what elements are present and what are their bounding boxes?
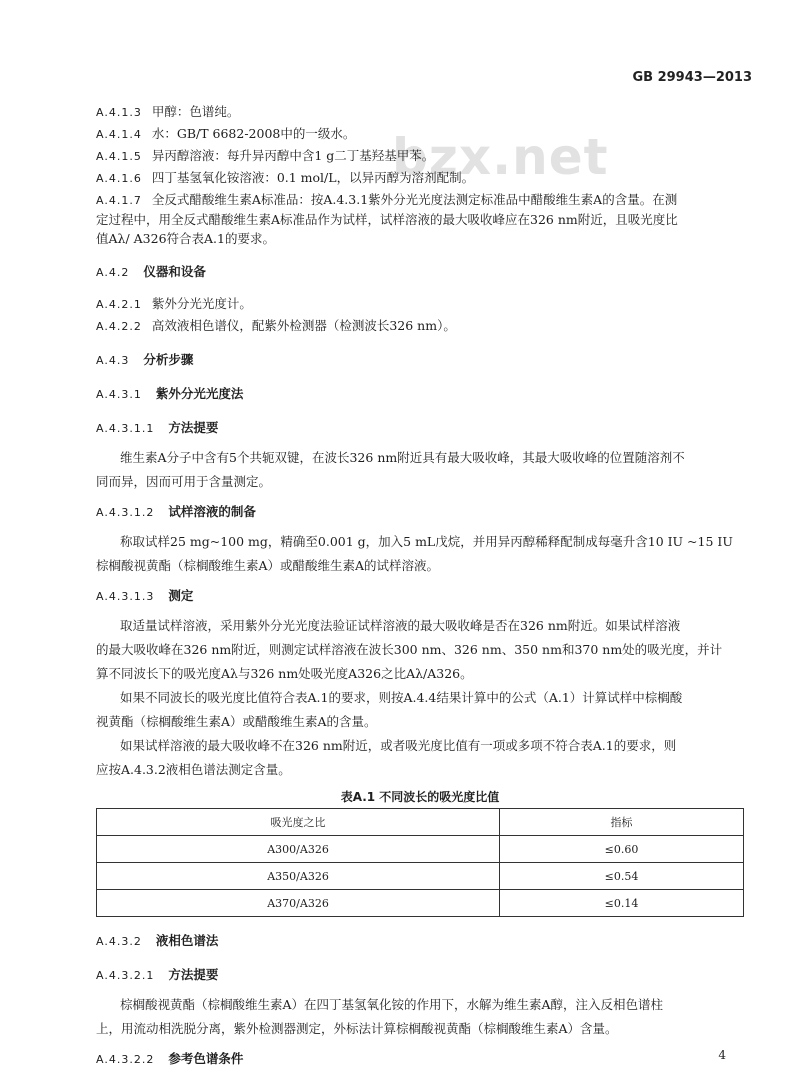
page-number: 4 [718, 1048, 726, 1062]
section-heading: A.4.3.2.1 方法提要 [96, 967, 219, 982]
list-item: A.4.2.2 高效液相色谱仪，配紫外检测器（检测波长326 nm）。 [96, 318, 456, 333]
ratio-table [96, 808, 744, 917]
section-heading: A.4.3.1 紫外分光光度法 [96, 386, 244, 401]
paragraph-line: 值Aλ/ A326符合表A.1的要求。 [96, 231, 275, 246]
paragraph: 同而异，因而可用于含量测定。 [96, 474, 272, 489]
reagent-list [96, 102, 744, 248]
list-item: A.4.1.5 异丙醇溶液：每升异丙醇中含1 g二丁基羟基甲苯。 [96, 148, 435, 163]
section-heading: A.4.3.2.2 参考色谱条件 [96, 1051, 244, 1066]
ratio-cell: A350/A326 [97, 863, 500, 890]
column-header: 指标 [500, 809, 744, 836]
paragraph: 棕榈酸视黄酯（棕榈酸维生素A）在四丁基氢氧化铵的作用下，水解为维生素A醇，注入反相色谱柱 [120, 997, 664, 1012]
list-item: A.4.1.4 水：GB/T 6682-2008中的一级水。 [96, 126, 356, 141]
paragraph: 如果不同波长的吸光度比值符合表A.1的要求，则按A.4.4结果计算中的公式（A.1）计算试样中棕榈酸 [120, 690, 683, 705]
watermark: bzx.net [392, 128, 609, 186]
paragraph: 视黄酯（棕榈酸维生素A）或醋酸维生素A的含量。 [96, 714, 377, 729]
ratio-cell: A300/A326 [97, 836, 500, 863]
ratio-cell: A370/A326 [97, 890, 500, 917]
table-title: 表A.1 不同波长的吸光度比值 [340, 790, 500, 804]
paragraph: 取适量试样溶液，采用紫外分光光度法验证试样溶液的最大吸收峰是否在326 nm附近。如果试样溶液 [120, 618, 681, 633]
limit-cell: ≤0.60 [500, 836, 744, 863]
paragraph: 上，用流动相洗脱分离，紫外检测器测定，外标法计算棕榈酸视黄酯（棕榈酸维生素A）含量。 [96, 1021, 618, 1036]
limit-cell: ≤0.54 [500, 863, 744, 890]
table-row [97, 836, 744, 863]
list-item: A.4.1.7 全反式醋酸维生素A标准品：按A.4.3.1紫外分光光度法测定标准品中醋酸维生素A的含量。在测 [96, 192, 678, 207]
table-header-row [97, 809, 744, 836]
list-item: A.4.2.1 紫外分光光度计。 [96, 296, 252, 311]
column-header: 吸光度之比 [97, 809, 500, 836]
document-body [96, 100, 744, 1069]
paragraph: 如果试样溶液的最大吸收峰不在326 nm附近，或者吸光度比值有一项或多项不符合表A.1的要求，则 [120, 738, 677, 753]
paragraph: 棕榈酸视黄酯（棕榈酸维生素A）或醋酸维生素A的试样溶液。 [96, 558, 440, 573]
list-item: A.4.1.3 甲醇：色谱纯。 [96, 104, 240, 119]
paragraph: 应按A.4.3.2液相色谱法测定含量。 [96, 762, 291, 777]
section-heading: A.4.3.1.2 试样溶液的制备 [96, 504, 256, 519]
table-row [97, 863, 744, 890]
paragraph-line: 定过程中，用全反式醋酸维生素A标准品作为试样，试样溶液的最大吸收峰应在326 nm附近，且吸光度比 [96, 212, 678, 227]
paragraph: 称取试样25 mg~100 mg，精确至0.001 g，加入5 mL戊烷，并用异丙醇稀释配制成每毫升含10 IU ~15 IU [120, 534, 733, 549]
section-heading: A.4.2 仪器和设备 [96, 264, 206, 279]
paragraph: 维生素A分子中含有5个共轭双键，在波长326 nm附近具有最大吸收峰，其最大吸收峰的位置随溶剂不 [120, 450, 685, 465]
section-heading: A.4.3.1.3 测定 [96, 588, 194, 603]
section-heading: A.4.3.1.1 方法提要 [96, 420, 219, 435]
paragraph: 算不同波长下的吸光度Aλ与326 nm处吸光度A326之比Aλ/A326。 [96, 666, 473, 681]
table-row [97, 890, 744, 917]
section-heading: A.4.3.2 液相色谱法 [96, 933, 219, 948]
document-id: GB 29943—2013 [632, 70, 752, 85]
limit-cell: ≤0.14 [500, 890, 744, 917]
section-heading: A.4.3 分析步骤 [96, 352, 194, 367]
paragraph: 的最大吸收峰在326 nm附近，则测定试样溶液在波长300 nm、326 nm、350 nm和370 nm处的吸光度，并计 [96, 642, 723, 657]
list-item: A.4.1.6 四丁基氢氧化铵溶液：0.1 mol/L，以异丙醇为溶剂配制。 [96, 170, 475, 185]
